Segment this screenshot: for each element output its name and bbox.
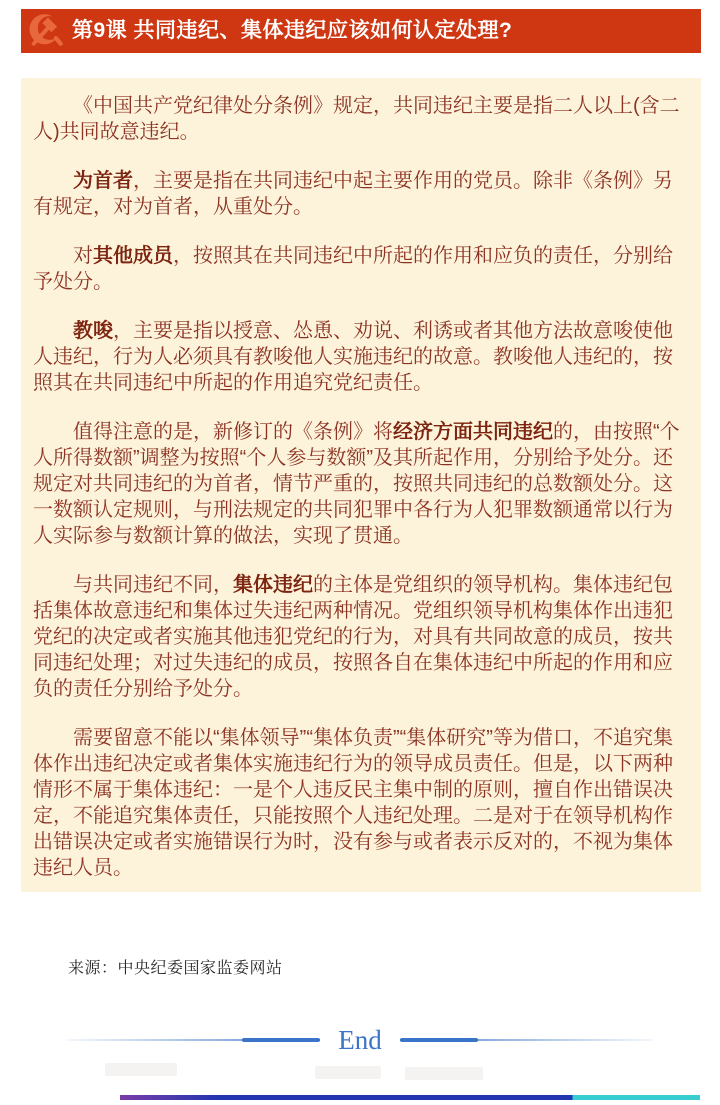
- watermark-ghost: [405, 1067, 483, 1080]
- paragraph-text: 对: [73, 245, 93, 267]
- paragraph-text: ，主要是指以授意、怂恿、劝说、利诱或者其他方法故意唆使他人违纪，行为人必须具有教唆他人实施违纪的故意。教唆他人违纪的，按照其在共同违纪中所起的作用追究党纪责任。: [33, 320, 673, 394]
- lesson-header: [21, 9, 701, 53]
- term-instigation: 教唆: [73, 320, 113, 342]
- article-body: [21, 78, 701, 892]
- paragraph: [33, 725, 688, 881]
- source-line: 来源：中央纪委国家监委网站: [68, 960, 283, 977]
- paragraph-text: ，主要是指在共同违纪中起主要作用的党员。除非《条例》另有规定，对为首者，从重处分。: [33, 170, 673, 218]
- term-other-members: 其他成员: [93, 245, 173, 267]
- term-ringleader: 为首者: [73, 170, 133, 192]
- paragraph: [33, 419, 688, 549]
- divider-line-right: [400, 1037, 654, 1043]
- paragraph: [33, 243, 688, 295]
- paragraph: [33, 168, 688, 220]
- paragraph: [33, 318, 688, 396]
- divider-line-left: [66, 1037, 320, 1043]
- hammer-sickle-icon: [25, 12, 63, 50]
- paragraph: [33, 93, 688, 145]
- paragraph-text: 与共同违纪不同，: [73, 574, 233, 596]
- article-page: [0, 9, 720, 1105]
- paragraph-text: 《中国共产党纪律处分条例》规定，共同违纪主要是指二人以上(含二人)共同故意违纪。: [33, 95, 680, 143]
- paragraph-text: 的，由按照“个人所得数额”调整为按照“个人参与数额”及其所起作用，分别给予处分。还规定对共同违纪的为首者，情节严重的，按照共同违纪的总数额处分。这一数额认定规则，与刑法规定的共同犯罪中各行为人犯罪数额通常以行为人实际参与数额计算的做法，实现了贯通。: [33, 421, 680, 547]
- term-economic-joint-violation: 经济方面共同违纪: [393, 421, 553, 443]
- term-collective-violation: 集体违纪: [233, 574, 313, 596]
- watermark-ghost: [315, 1066, 381, 1079]
- lesson-title: 第9课 共同违纪、集体违纪应该如何认定处理?: [72, 19, 513, 42]
- paragraph: [33, 572, 688, 702]
- watermark-ghost: [105, 1063, 177, 1076]
- end-divider: [0, 1022, 720, 1058]
- paragraph-text: 需要留意不能以“集体领导”“集体负责”“集体研究”等为借口，不追究集体作出违纪决定或者集体实施违纪行为的领导成员责任。但是，以下两种情形不属于集体违纪：一是个人违反民主集中制的原则，擅自作出错误决定，不能追究集体责任，只能按照个人违纪处理。二是对于在领导机构作出错误决定或者实施错误行为时，没有参与或者表示反对的，不视为集体违纪人员。: [33, 727, 673, 879]
- paragraph-text: 值得注意的是，新修订的《条例》将: [73, 421, 393, 443]
- paragraph-text: ，按照其在共同违纪中所起的作用和应负的责任，分别给予处分。: [33, 245, 673, 293]
- end-label: End: [338, 1025, 382, 1055]
- paragraph-text: 的主体是党组织的领导机构。集体违纪包括集体故意违纪和集体过失违纪两种情况。党组织领导机构集体作出违犯党纪的决定或者实施其他违犯党纪的行为，对具有共同故意的成员，按共同违纪处理；对过失违纪的成员，按照各自在集体违纪中所起的作用和应负的责任分别给予处分。: [33, 574, 673, 700]
